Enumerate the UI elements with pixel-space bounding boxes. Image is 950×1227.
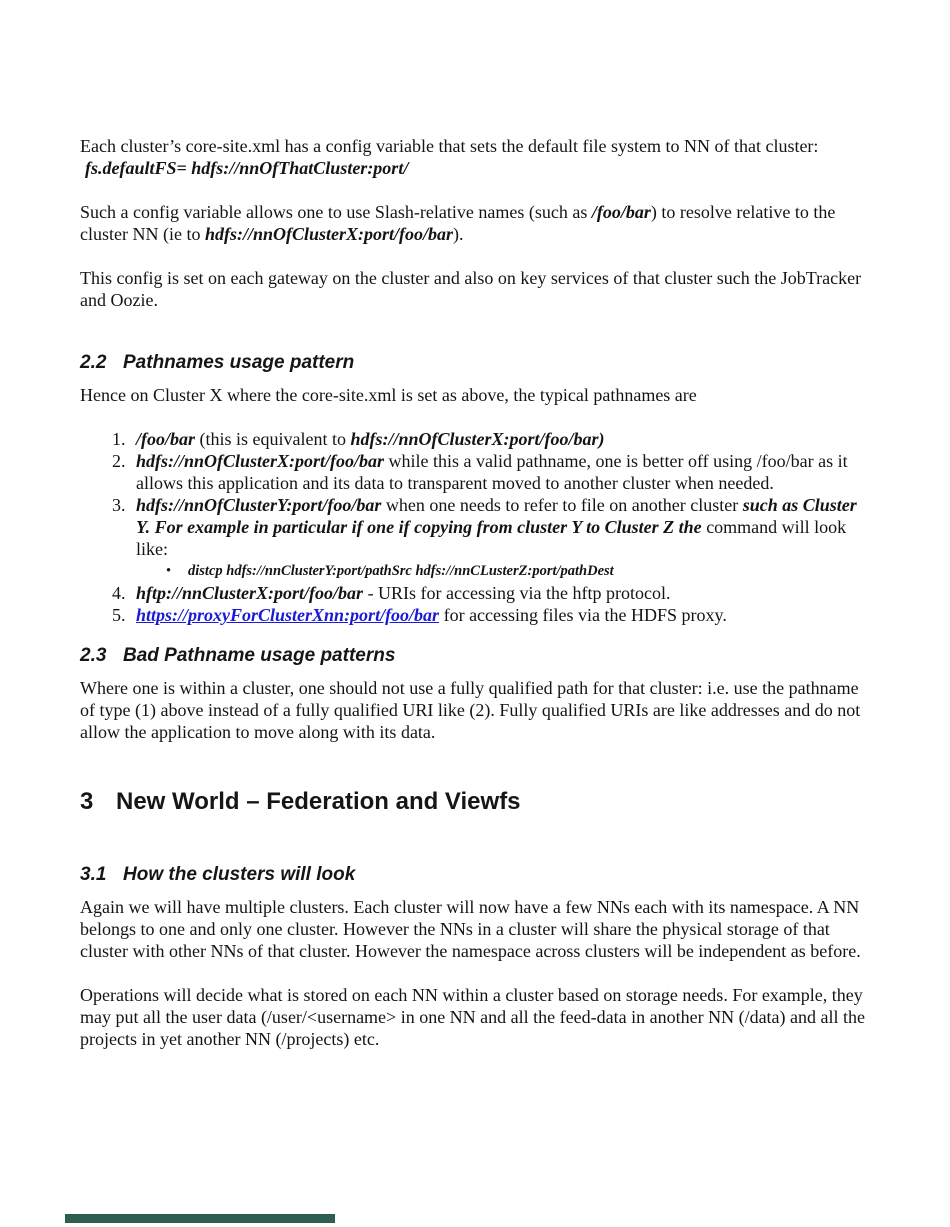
distcp-command: distcp hdfs://nnClusterY:port/pathSrc hdfs://nnCLusterZ:port/pathDest	[188, 563, 614, 579]
heading-number: 3.1	[80, 864, 107, 885]
text-run: command will look like:	[136, 517, 847, 559]
paragraph-default-fs-text: Each cluster’s core-site.xml has a config variable that sets the default file system to NN of that cluster:	[80, 136, 819, 156]
heading-title: How the clusters will look	[123, 864, 356, 885]
path-token: hftp://nnClusterX:port/foo/bar	[136, 583, 364, 603]
list-item-2	[112, 450, 874, 494]
heading-3	[80, 787, 874, 817]
list-item-5	[112, 604, 874, 626]
text-run: when one needs to refer to file on another cluster	[381, 495, 743, 515]
heading-title: Pathnames usage pattern	[123, 352, 355, 373]
heading-title: New World – Federation and Viewfs	[116, 788, 521, 815]
path-token: hdfs://nnOfClusterX:port/foo/bar)	[350, 429, 605, 449]
distcp-command-bullet	[162, 560, 874, 582]
heading-3-1	[80, 863, 874, 887]
list-item-4	[112, 582, 874, 604]
paragraph-default-fs	[80, 135, 874, 179]
paragraph-gateway-config: This config is set on each gateway on the cluster and also on key services of that cluster such the JobTracker and Oozie.	[80, 268, 862, 310]
path-token-foo-bar: /foo/bar	[591, 202, 651, 222]
path-token: hdfs://nnOfClusterX:port/foo/bar	[136, 451, 385, 471]
heading-title: Bad Pathname usage patterns	[123, 645, 396, 666]
heading-number: 2.3	[80, 645, 107, 666]
heading-number: 3	[80, 788, 94, 815]
text-run: ) to resolve relative to the cluster NN (ie to	[80, 202, 836, 244]
list-number: 2.	[112, 451, 126, 471]
list-item-3	[112, 494, 874, 582]
list-item-1	[112, 428, 874, 450]
list-number: 4.	[112, 583, 126, 603]
list-number: 5.	[112, 605, 126, 625]
path-token-hdfs-clusterx: hdfs://nnOfClusterX:port/foo/bar	[204, 224, 454, 244]
bullet-glyph: •	[166, 563, 172, 579]
text-run: while this a valid pathname, one is better off using /foo/bar as it allows this application and its data to transparent moved to another cluster when needed.	[136, 451, 848, 493]
heading-2-2	[80, 351, 874, 375]
text-run: - URIs for accessing via the hftp protocol.	[363, 583, 671, 603]
paragraph-multiple-clusters: Again we will have multiple clusters. Each cluster will now have a few NNs each with its namespace. A NN belongs to one and only one cluster. However the NNs in a cluster will share the physical storage of that cluster with other NNs of that cluster. However the namespace across clusters will be independent as before.	[80, 897, 861, 961]
text-run: ).	[453, 224, 464, 244]
cutoff-table-top-edge	[65, 1214, 335, 1223]
list-number: 3.	[112, 495, 126, 515]
list-number: 1.	[112, 429, 126, 449]
paragraph-slash-relative	[80, 201, 874, 245]
pathnames-list	[112, 428, 874, 626]
emphasis-run: such as Cluster Y. For example in particular if one if copying from cluster Y to Cluster Z the	[136, 495, 857, 537]
proxy-url-link[interactable]: https://proxyForClusterXnn:port/foo/bar	[136, 605, 440, 625]
heading-2-3	[80, 644, 874, 668]
path-token: /foo/bar	[136, 429, 196, 449]
text-run: for accessing files via the HDFS proxy.	[439, 605, 727, 625]
path-token: hdfs://nnOfClusterY:port/foo/bar	[136, 495, 382, 515]
text-run: (this is equivalent to	[195, 429, 351, 449]
paragraph-bad-pathnames: Where one is within a cluster, one should not use a fully qualified path for that cluster: i.e. use the pathname of type (1) above instead of a fully qualified URI like (2). Fully qualified URIs are like addresses and do not allow the application to move along with its data.	[80, 678, 861, 742]
paragraph-operations: Operations will decide what is stored on each NN within a cluster based on storage needs. For example, they may put all the user data (/user/<username> in one NN and all the feed-data in another NN (/data) and all the projects in yet another NN (/projects) etc.	[80, 985, 866, 1049]
paragraph-hence-cluster-x: Hence on Cluster X where the core-site.xml is set as above, the typical pathnames are	[80, 385, 697, 405]
text-run: Such a config variable allows one to use Slash-relative names (such as	[80, 202, 592, 222]
heading-number: 2.2	[80, 352, 107, 373]
config-value-fs-defaultfs: fs.defaultFS= hdfs://nnOfThatCluster:port/	[85, 158, 409, 178]
